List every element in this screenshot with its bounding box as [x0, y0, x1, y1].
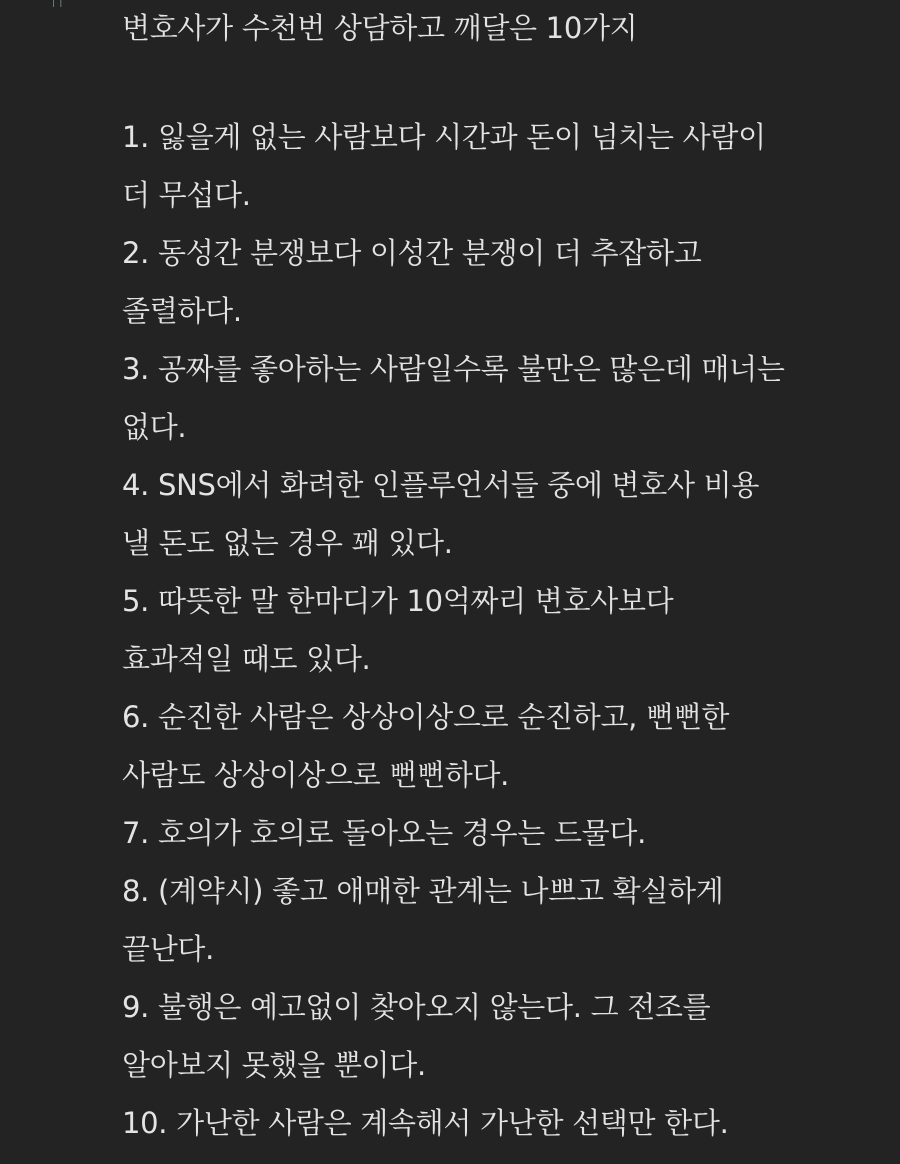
list-item-3 — [122, 340, 882, 456]
list-item-line: 3. 공짜를 좋아하는 사람일수록 불만은 많은데 매너는 — [122, 352, 785, 386]
list-item-line: 졸렬하다. — [122, 294, 242, 328]
list-item-line: 낼 돈도 없는 경우 꽤 있다. — [122, 526, 453, 560]
list-item-line: 끝난다. — [122, 932, 215, 966]
list-item-line: 1. 잃을게 없는 사람보다 시간과 돈이 넘치는 사람이 — [122, 120, 766, 154]
partial-icon-top-left: ╷╷ — [50, 0, 65, 7]
list-item-line: 5. 따뜻한 말 한마디가 10억짜리 변호사보다 — [122, 584, 674, 618]
list-item-line: 7. 호의가 호의로 돌아오는 경우는 드물다. — [122, 816, 647, 850]
list-item-1 — [122, 108, 882, 224]
list-item-5 — [122, 572, 882, 688]
list-item-line: 효과적일 때도 있다. — [122, 642, 371, 676]
list-item-line: 2. 동성간 분쟁보다 이성간 분쟁이 더 추잡하고 — [122, 236, 702, 270]
blank-line — [122, 56, 882, 108]
list-item-line: 9. 불행은 예고없이 찾아오지 않는다. 그 전조를 — [122, 990, 711, 1024]
list-item-line: 사람도 상상이상으로 뻔뻔하다. — [122, 758, 510, 792]
list-item-9 — [122, 978, 882, 1094]
list-item-line: 더 무섭다. — [122, 178, 251, 212]
post-body — [122, 0, 882, 1152]
list-item-10 — [122, 1094, 882, 1152]
list-item-line: 8. (계약시) 좋고 애매한 관계는 나쁘고 확실하게 — [122, 874, 724, 908]
list-item-line: 4. SNS에서 화려한 인플루언서들 중에 변호사 비용 — [122, 468, 760, 502]
list-item-2 — [122, 224, 882, 340]
list-item-8 — [122, 862, 882, 978]
list-item-line: 없다. — [122, 410, 187, 444]
list-item-line: 6. 순진한 사람은 상상이상으로 순진하고, 뻔뻔한 — [122, 700, 730, 734]
list-item-7 — [122, 804, 882, 862]
list-item-line: 알아보지 못했을 뿐이다. — [122, 1048, 426, 1082]
list-item-6 — [122, 688, 882, 804]
list-item-4 — [122, 456, 882, 572]
post-title: 변호사가 수천번 상담하고 깨달은 10가지 — [122, 11, 638, 45]
list-item-line: 10. 가난한 사람은 계속해서 가난한 선택만 한다. — [122, 1106, 729, 1140]
